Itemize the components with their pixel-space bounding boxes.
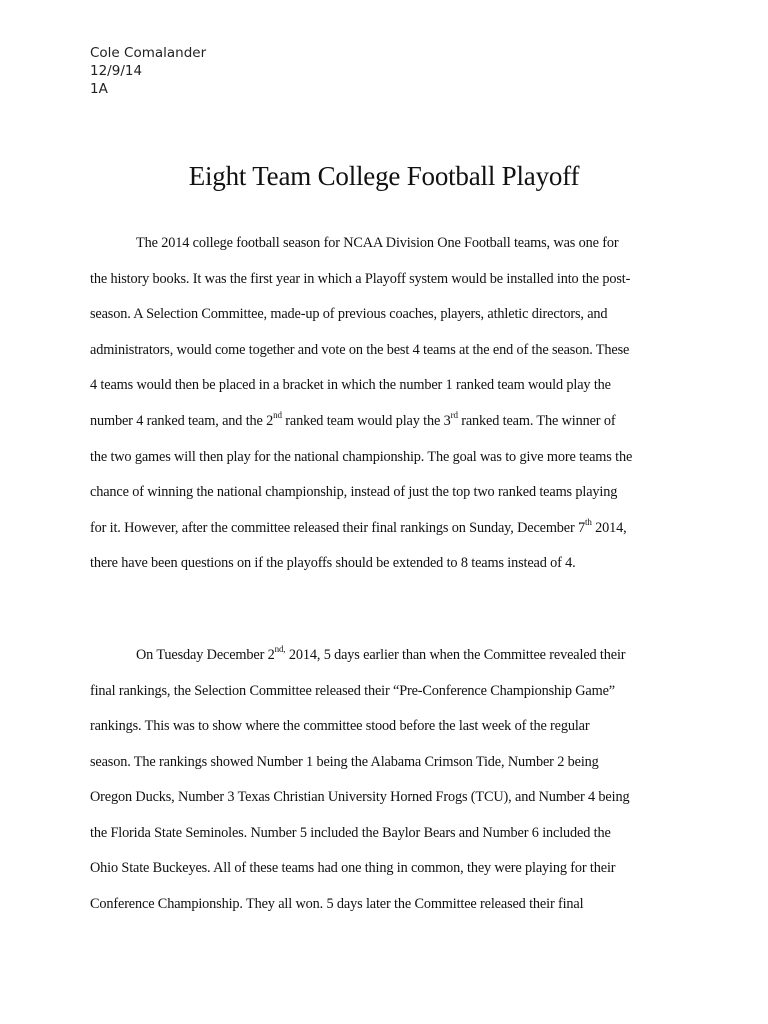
- text-line: The 2014 college football season for NCAA Division One Football teams, was one for: [136, 235, 619, 251]
- text-line: Oregon Ducks, Number 3 Texas Christian University Horned Frogs (TCU), and Number 4 being: [90, 789, 630, 805]
- text-line: season. A Selection Committee, made-up of previous coaches, players, athletic directors, and: [90, 306, 608, 322]
- text-line: the Florida State Seminoles. Number 5 included the Baylor Bears and Number 6 included the: [90, 825, 611, 841]
- text-line: 4 teams would then be placed in a bracket in which the number 1 ranked team would play the: [90, 377, 611, 393]
- text-line: [90, 412, 678, 430]
- superscript: th: [585, 517, 592, 528]
- text-run: On Tuesday December 2: [136, 647, 275, 663]
- text-run: number 4 ranked team, and the 2: [90, 413, 274, 429]
- text-line: Conference Championship. They all won. 5 days later the Committee released their final: [90, 896, 584, 912]
- text-line: the history books. It was the first year in which a Playoff system would be installed into the post-: [90, 271, 631, 287]
- superscript: nd: [273, 410, 282, 421]
- superscript: rd: [450, 410, 458, 421]
- text-run: for it. However, after the committee released their final rankings on Sunday, December 7: [90, 520, 586, 536]
- page-title: Eight Team College Football Playoff: [188, 161, 580, 191]
- text-line: [90, 519, 678, 537]
- text-line: final rankings, the Selection Committee released their “Pre-Conference Championship Game”: [90, 683, 615, 699]
- superscript: nd,: [274, 644, 286, 655]
- text-line: Ohio State Buckeyes. All of these teams had one thing in common, they were playing for their: [90, 860, 616, 876]
- text-line: rankings. This was to show where the committee stood before the last week of the regular: [90, 718, 590, 734]
- text-line: season. The rankings showed Number 1 being the Alabama Crimson Tide, Number 2 being: [90, 754, 599, 770]
- document-header: [90, 44, 206, 98]
- text-line: [136, 646, 678, 664]
- text-line: the two games will then play for the national championship. The goal was to give more teams the: [90, 449, 633, 465]
- text-run: ranked team would play the 3: [281, 413, 451, 429]
- text-run: 2014,: [591, 520, 627, 536]
- text-line: administrators, would come together and vote on the best 4 teams at the end of the season. These: [90, 342, 630, 358]
- document-date: 12/9/14: [90, 63, 143, 79]
- text-run: 2014, 5 days earlier than when the Committee revealed their: [285, 647, 626, 663]
- class-period: 1A: [90, 81, 108, 97]
- text-line: there have been questions on if the playoffs should be extended to 8 teams instead of 4.: [90, 555, 576, 571]
- author-name: Cole Comalander: [90, 45, 207, 61]
- text-line: chance of winning the national championship, instead of just the top two ranked teams playing: [90, 484, 618, 500]
- text-run: ranked team. The winner of: [457, 413, 616, 429]
